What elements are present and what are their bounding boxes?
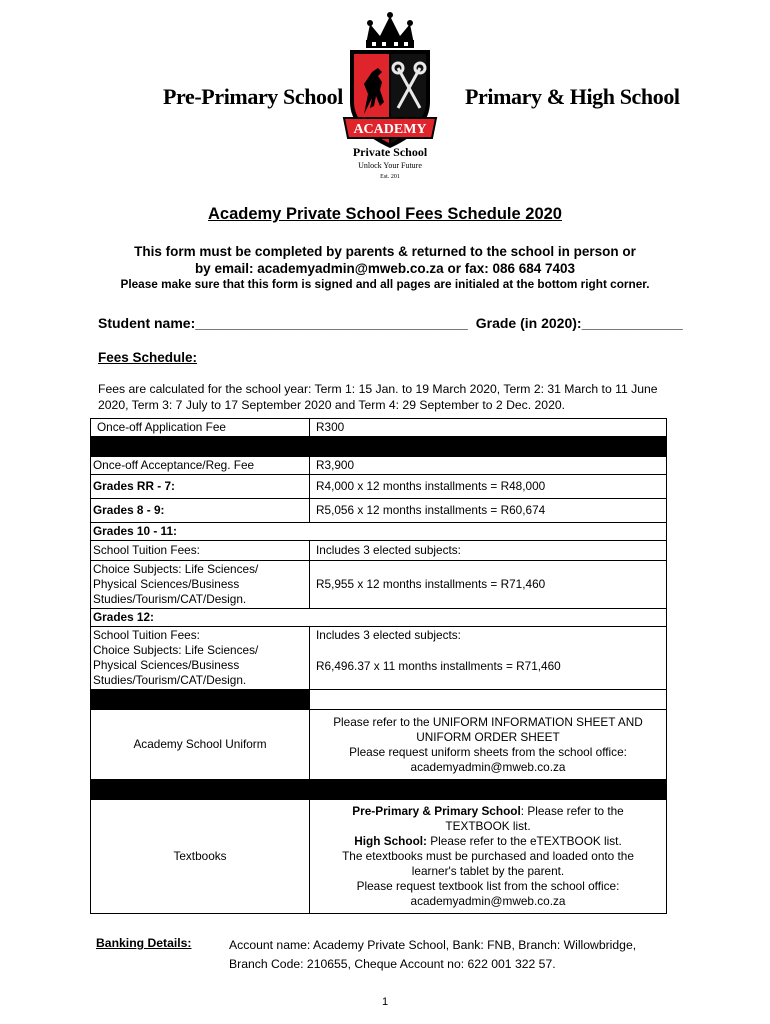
textbook-line: learner's tablet by the parent. — [411, 864, 565, 878]
pre-primary-school-heading: Pre-Primary School — [163, 84, 343, 109]
school-crest-logo — [326, 10, 454, 182]
textbook-line: TEXTBOOK list. — [445, 819, 531, 833]
textbook-pp-bold: Pre-Primary & Primary School — [352, 804, 521, 818]
logo-est-text: Est. 201 — [380, 174, 400, 180]
uniform-email: academyadmin@mweb.co.za — [410, 759, 566, 774]
page-number: 1 — [381, 996, 389, 1008]
textbook-line: The etextbooks must be purchased and loaded onto the — [342, 849, 634, 863]
fees-schedule-heading: Fees Schedule: — [98, 350, 198, 365]
grades-12-value: R6,496.37 x 11 months installments = R71,460 — [316, 659, 561, 673]
textbook-hs-rest: Please refer to the eTEXTBOOK list. — [427, 834, 622, 848]
grade-field[interactable]: Grade (in 2020):_____________ — [475, 315, 683, 331]
separator-row — [91, 437, 667, 457]
uniform-label: Academy School Uniform — [91, 710, 310, 780]
signature-notice: Please make sure that this form is signed and all pages are initialed at the bottom right corner. — [120, 277, 650, 291]
uniform-line: Please request uniform sheets from the school office: — [349, 744, 627, 759]
table-row — [91, 419, 667, 437]
fees-table — [90, 418, 667, 914]
table-row — [91, 523, 667, 541]
tuition-line: School Tuition Fees: — [93, 628, 200, 642]
acceptance-fee-value: R3,900 — [310, 457, 667, 475]
textbook-hs-bold: High School: — [354, 834, 427, 848]
application-fee-value: R300 — [310, 419, 667, 437]
grades-89-label: Grades 8 - 9: — [91, 499, 310, 523]
table-row — [91, 499, 667, 523]
table-row — [91, 475, 667, 499]
choice-line: Physical Sciences/Business — [93, 577, 240, 591]
grades-1011-tuition-label: School Tuition Fees: — [91, 541, 310, 561]
acceptance-fee-label: Once-off Acceptance/Reg. Fee — [91, 457, 310, 475]
document-title: Academy Private School Fees Schedule 2020 — [207, 205, 562, 223]
primary-high-school-heading: Primary & High School — [465, 84, 680, 109]
uniform-info — [310, 710, 667, 780]
textbook-email: academyadmin@mweb.co.za — [410, 894, 566, 908]
grades-12-tuition-value: Includes 3 elected subjects: — [316, 628, 461, 642]
application-fee-label: Once-off Application Fee — [91, 419, 310, 437]
grades-rr7-value: R4,000 x 12 months installments = R48,000 — [310, 475, 667, 499]
banking-line: Account name: Academy Private School, Bank: FNB, Branch: Willowbridge, — [229, 938, 637, 952]
choice-line: Physical Sciences/Business — [93, 658, 240, 672]
logo-name-text: Private School — [352, 145, 428, 159]
intro-line-1: This form must be completed by parents & returned to the school in person or — [134, 244, 636, 259]
separator-row — [91, 780, 667, 800]
separator-row — [91, 690, 667, 710]
table-row — [91, 541, 667, 561]
banking-details — [229, 936, 689, 974]
choice-line: Choice Subjects: Life Sciences/ — [93, 562, 259, 576]
choice-line: Studies/Tourism/CAT/Design. — [93, 673, 247, 687]
fees-description: Fees are calculated for the school year: Term 1: 15 Jan. to 19 March 2020, Term 2: 31 March to 11 June 2020, Term 3: 7 July to 17 September 2020 and Term 4: 29 September to 2 Dec. 2020. — [98, 382, 658, 412]
banking-line: Branch Code: 210655, Cheque Account no: 622 001 322 57. — [229, 957, 556, 971]
uniform-line: UNIFORM ORDER SHEET — [416, 729, 560, 744]
table-row — [91, 457, 667, 475]
crown-icon — [366, 12, 414, 48]
grades-1011-tuition-value: Includes 3 elected subjects: — [310, 541, 667, 561]
textbook-pp-rest: : Please refer to the — [520, 804, 624, 818]
choice-line: Studies/Tourism/CAT/Design. — [93, 592, 247, 606]
grades-12-heading: Grades 12: — [91, 609, 667, 627]
grades-1011-heading: Grades 10 - 11: — [91, 523, 667, 541]
banking-details-label: Banking Details: — [96, 936, 192, 950]
textbooks-info — [310, 800, 667, 914]
intro-line-2: by email: academyadmin@mweb.co.za or fax: 086 684 7403 — [194, 261, 576, 276]
grades-12-choice-subjects — [91, 627, 310, 690]
textbook-line: Please request textbook list from the school office: — [356, 879, 620, 893]
table-row — [91, 561, 667, 609]
grades-rr7-label: Grades RR - 7: — [91, 475, 310, 499]
grades-89-value: R5,056 x 12 months installments = R60,674 — [310, 499, 667, 523]
logo-tagline-text: Unlock Your Future — [358, 161, 422, 170]
logo-banner-text: ACADEMY — [353, 122, 427, 137]
grades-1011-choice-subjects — [91, 561, 310, 609]
choice-line: Choice Subjects: Life Sciences/ — [93, 643, 259, 657]
uniform-line: Please refer to the UNIFORM INFORMATION SHEET AND — [333, 714, 643, 729]
textbooks-label: Textbooks — [91, 800, 310, 914]
student-fields — [98, 315, 683, 331]
table-row — [91, 800, 667, 914]
table-row — [91, 710, 667, 780]
student-name-field[interactable]: Student name:___________________________________ — [98, 315, 468, 331]
grades-1011-value: R5,955 x 12 months installments = R71,460 — [310, 561, 667, 609]
table-row — [91, 609, 667, 627]
grades-12-values — [310, 627, 667, 690]
table-row — [91, 627, 667, 690]
